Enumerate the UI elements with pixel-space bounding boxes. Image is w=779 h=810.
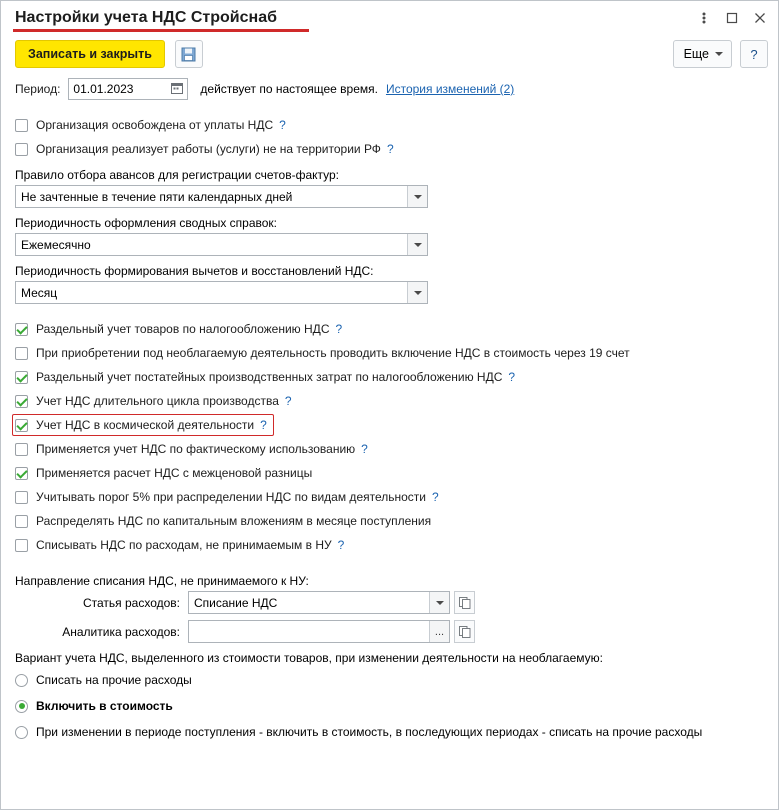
radio-row-mixed-period[interactable]	[15, 720, 764, 744]
checkbox-capital-investments[interactable]	[15, 515, 28, 528]
chevron-down-icon[interactable]	[407, 282, 427, 303]
page-title: Настройки учета НДС Стройснаб	[15, 8, 277, 26]
checkbox-row-account-19[interactable]	[15, 342, 764, 364]
analytics-field[interactable]	[188, 620, 450, 643]
title-bar	[1, 1, 778, 34]
checkbox-long-cycle-label: Учет НДС длительного цикла производства	[36, 394, 279, 408]
combo-label-advance-rule: Правило отбора авансов для регистрации счетов-фактур:	[15, 168, 340, 182]
expense-item-label: Статья расходов:	[82, 595, 180, 610]
more-button[interactable]	[673, 40, 732, 68]
checkbox-interprice-difference[interactable]	[15, 467, 28, 480]
analytics-row	[15, 620, 764, 643]
radio-row-writeoff-other-expenses[interactable]	[15, 668, 764, 692]
radio-include-in-cost-label: Включить в стоимость	[36, 699, 173, 713]
checkbox-vat-exempt-label: Организация освобождена от уплаты НДС	[36, 118, 274, 132]
checkbox-separate-production-costs[interactable]	[15, 371, 28, 384]
help-icon[interactable]: ?	[361, 442, 368, 456]
period-note: действует по настоящее время.	[200, 82, 378, 96]
help-icon[interactable]: ?	[279, 118, 286, 132]
period-value: 01.01.2023	[73, 82, 134, 96]
checkbox-writeoff-non-deductible-label: Списывать НДС по расходам, не принимаемым в НУ	[36, 538, 332, 552]
combo-label-deduction-frequency: Периодичность формирования вычетов и восстановлений НДС:	[15, 264, 374, 278]
expense-item-value: Списание НДС	[194, 595, 278, 610]
checkbox-separate-goods-label: Раздельный учет товаров по налогообложению НДС	[36, 322, 330, 336]
period-input[interactable]	[68, 78, 188, 100]
checkbox-row-separate-goods[interactable]	[15, 318, 764, 340]
help-icon[interactable]: ?	[337, 538, 345, 552]
writeoff-section-label: Направление списания НДС, не принимаемого к НУ:	[15, 574, 309, 588]
close-icon[interactable]	[746, 5, 774, 31]
checkbox-row-long-cycle[interactable]	[15, 390, 764, 412]
checkbox-account-19-label: При приобретении под необлагаемую деятельность проводить включение НДС в стоимость через 19 счет	[36, 346, 630, 360]
combo-label-summary-frequency: Периодичность оформления сводных справок:	[15, 216, 277, 230]
expense-item-row	[15, 591, 764, 614]
save-and-close-button[interactable]: Записать и закрыть	[15, 40, 165, 68]
period-label: Период:	[15, 82, 61, 96]
more-button-label: Еще	[683, 47, 709, 61]
chevron-down-icon[interactable]	[429, 592, 449, 613]
calendar-icon[interactable]	[171, 82, 183, 97]
help-icon[interactable]: ?	[432, 490, 439, 504]
spacer	[15, 106, 764, 114]
history-link[interactable]: История изменений (2)	[385, 82, 515, 96]
checkbox-separate-production-costs-label: Раздельный учет постатейных производственных затрат по налогообложению НДС	[36, 370, 503, 384]
copy-icon[interactable]	[454, 620, 475, 643]
help-icon[interactable]: ?	[260, 418, 267, 432]
radio-include-in-cost[interactable]	[15, 700, 28, 713]
checkbox-account-19[interactable]	[15, 347, 28, 360]
spacer	[15, 306, 764, 318]
checkbox-row-space-activity[interactable]	[12, 414, 274, 436]
checkbox-row-outside-rf[interactable]	[15, 138, 764, 160]
checkbox-space-activity[interactable]	[15, 419, 28, 432]
variant-section-label: Вариант учета НДС, выделенного из стоимости товаров, при изменении деятельности на необлагаемую:	[15, 651, 603, 665]
combo-deduction-frequency[interactable]	[15, 281, 428, 304]
help-icon[interactable]: ?	[335, 322, 343, 336]
combo-advance-rule-value: Не зачтенные в течение пяти календарных дней	[21, 189, 293, 204]
command-bar	[1, 34, 778, 74]
checkbox-capital-investments-label: Распределять НДС по капитальным вложениям в месяце поступления	[36, 514, 432, 528]
checkbox-long-cycle[interactable]	[15, 395, 28, 408]
analytics-label: Аналитика расходов:	[62, 624, 180, 639]
checkbox-five-percent-threshold[interactable]	[15, 491, 28, 504]
period-row	[15, 78, 764, 100]
radio-mixed-period-label: При изменении в периоде поступления - включить в стоимость, в последующих периодах - списать на прочие расходы	[36, 725, 703, 739]
checkbox-vat-exempt[interactable]	[15, 119, 28, 132]
combo-summary-frequency-value: Ежемесячно	[21, 237, 91, 252]
checkbox-interprice-difference-label: Применяется расчет НДС с межценовой разницы	[36, 466, 313, 480]
checkbox-separate-goods[interactable]	[15, 323, 28, 336]
help-icon[interactable]: ?	[386, 142, 394, 156]
copy-icon[interactable]	[454, 591, 475, 614]
maximize-icon[interactable]	[718, 5, 746, 31]
ellipsis-icon[interactable]: ...	[429, 621, 449, 642]
checkbox-row-vat-exempt[interactable]	[15, 114, 764, 136]
checkbox-actual-use-label: Применяется учет НДС по фактическому использованию	[36, 442, 356, 456]
kebab-menu-icon[interactable]	[690, 5, 718, 31]
checkbox-outside-rf[interactable]	[15, 143, 28, 156]
checkbox-writeoff-non-deductible[interactable]	[15, 539, 28, 552]
checkbox-actual-use[interactable]	[15, 443, 28, 456]
chevron-down-icon[interactable]	[407, 234, 427, 255]
help-icon[interactable]: ?	[508, 370, 516, 384]
checkbox-outside-rf-label: Организация реализует работы (услуги) не на территории РФ	[36, 142, 381, 156]
radio-mixed-period[interactable]	[15, 726, 28, 739]
checkbox-row-five-percent-threshold[interactable]	[15, 486, 764, 508]
radio-row-include-in-cost[interactable]	[15, 694, 764, 718]
combo-deduction-frequency-value: Месяц	[21, 285, 58, 300]
help-icon[interactable]: ?	[284, 394, 292, 408]
checkbox-row-writeoff-non-deductible[interactable]	[15, 534, 764, 556]
title-underline	[13, 29, 309, 32]
settings-form	[1, 74, 778, 809]
radio-writeoff-other-expenses-label: Списать на прочие расходы	[36, 673, 192, 687]
chevron-down-icon[interactable]	[407, 186, 427, 207]
checkbox-row-actual-use[interactable]	[15, 438, 764, 460]
checkbox-row-capital-investments[interactable]	[15, 510, 764, 532]
checkbox-row-interprice-difference[interactable]	[15, 462, 764, 484]
save-disk-icon[interactable]	[175, 40, 203, 68]
combo-summary-frequency[interactable]	[15, 233, 428, 256]
checkbox-five-percent-threshold-label: Учитывать порог 5% при распределении НДС по видам деятельности	[36, 490, 426, 504]
radio-writeoff-other-expenses[interactable]	[15, 674, 28, 687]
help-button[interactable]: ?	[740, 40, 768, 68]
checkbox-space-activity-label: Учет НДС в космической деятельности	[36, 418, 255, 432]
expense-item-field[interactable]	[188, 591, 450, 614]
combo-advance-rule[interactable]	[15, 185, 428, 208]
spacer	[15, 558, 764, 566]
checkbox-row-separate-production-costs[interactable]	[15, 366, 764, 388]
chevron-down-icon	[715, 52, 723, 56]
